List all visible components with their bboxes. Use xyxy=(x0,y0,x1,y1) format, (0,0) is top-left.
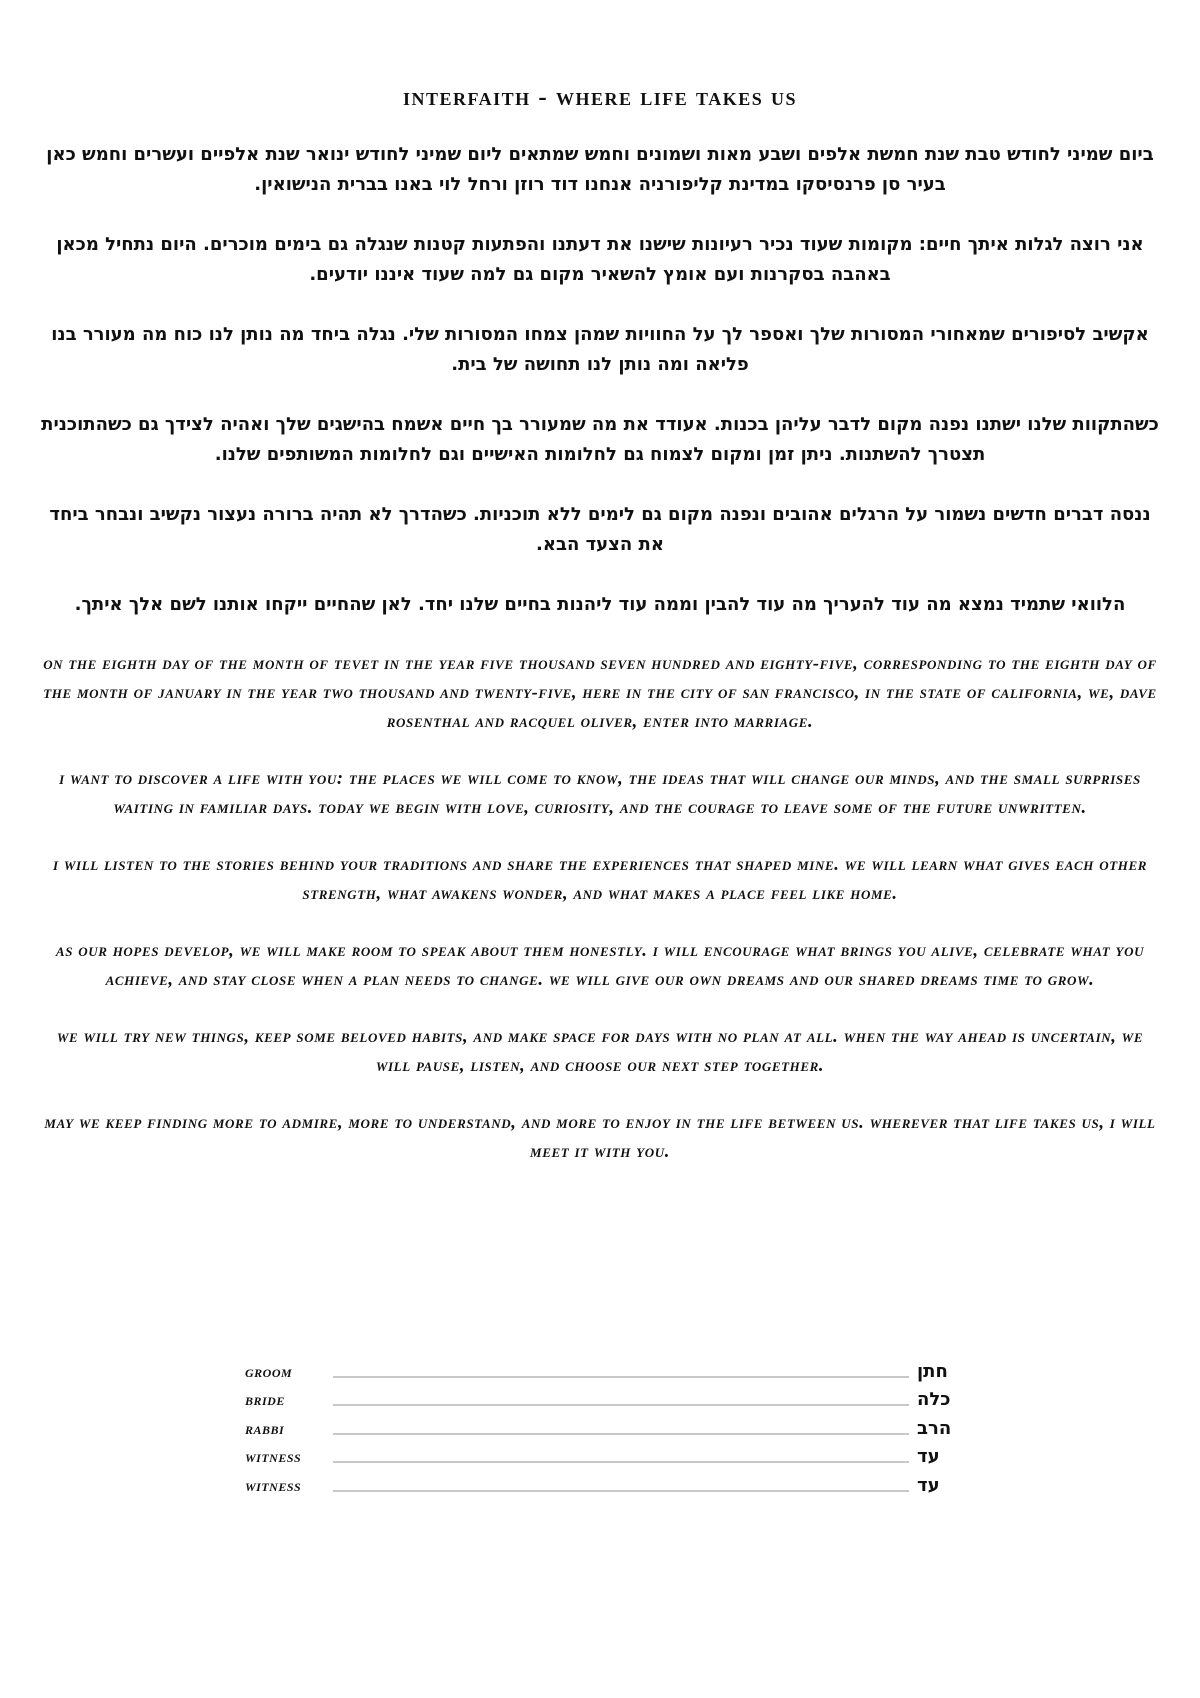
signature-label-en: rabbi xyxy=(245,1418,285,1438)
english-paragraph: as our hopes develop, we will make room to speak about them honestly. i will encourage what brings you alive, celebrate what you achieve, and stay close when a plan needs to change. we will give our own dreams and our shared dreams time to grow. xyxy=(55,941,1145,990)
hebrew-paragraph: כשהתקוות שלנו ישתנו נפנה מקום לדבר עליהן בכנות. אעודד את מה שמעורר בך חיים אשמח בהישגים שלך ואהיה לצידך גם כשהתוכנית תצטרך להשתנות. ניתן זמן ומקום לצמוח גם לחלומות האישיים וגם לחלומות המשותפים שלנו. xyxy=(41,414,1159,465)
signature-label-he: עד xyxy=(917,1446,940,1467)
hebrew-paragraph: אני רוצה לגלות איתך חיים: מקומות שעוד נכיר רעיונות שישנו את דעתנו והפתעות קטנות שנגלה גם בימים מוכרים. היום נתחיל מכאן באהבה בסקרנות ועם אומץ להשאיר מקום גם למה שעוד איננו יודעים. xyxy=(56,234,1144,285)
english-paragraph: i will listen to the stories behind your traditions and share the experiences that shaped mine. we will learn what gives each other strength, what awakens wonder, and what makes a place feel like home. xyxy=(53,855,1147,904)
hebrew-text-section xyxy=(38,140,1162,620)
signature-line[interactable] xyxy=(333,1489,909,1492)
english-text-section xyxy=(38,650,1162,1167)
signature-label-he: הרב xyxy=(917,1417,952,1439)
signature-line[interactable] xyxy=(333,1432,909,1435)
signature-label-he: חתן xyxy=(917,1360,948,1382)
english-paragraph: i want to discover a life with you: the places we will come to know, the ideas that will change our minds, and the small surprises waiting in familiar days. today we begin with love, curiosity, and the courage to leave some of the future unwritten. xyxy=(59,769,1141,818)
signature-block xyxy=(245,1355,961,1498)
document-title: interfaith - where life takes us xyxy=(403,84,797,111)
english-paragraph: may we keep finding more to admire, more to understand, and more to enjoy in the life between us. wherever that life takes us, i will meet it with you. xyxy=(44,1113,1156,1162)
english-paragraph: on the eighth day of the month of tevet in the year five thousand seven hundred and eighty-five, corresponding to the eighth day of the month of january in the year two thousand and twenty-five, here in the city of san francisco, in the state of california, we, dave rosenthal and racquel oliver, enter into marriage. xyxy=(43,654,1157,732)
hebrew-paragraph: הלוואי שתמיד נמצא מה עוד להעריך מה עוד להבין וממה עוד ליהנות בחיים שלנו יחד. לאן שהחיים ייקחו אותנו לשם אלך איתך. xyxy=(74,594,1126,615)
signature-row-bride xyxy=(245,1384,961,1413)
signature-line[interactable] xyxy=(333,1460,909,1463)
signature-label-en: bride xyxy=(245,1390,285,1409)
english-paragraph: we will try new things, keep some beloved habits, and make space for days with no plan at all. when the way ahead is uncertain, we will pause, listen, and choose our next step together. xyxy=(56,1027,1144,1076)
signature-label-en: witness xyxy=(245,1475,302,1495)
signature-label-en: groom xyxy=(245,1361,293,1381)
signature-label-en: witness xyxy=(245,1447,302,1466)
signature-line[interactable] xyxy=(333,1403,909,1406)
signature-row-groom xyxy=(245,1355,961,1384)
signature-label-he: כלה xyxy=(917,1389,951,1410)
signature-row-witness xyxy=(245,1441,961,1470)
hebrew-paragraph: ננסה דברים חדשים נשמור על הרגלים אהובים ונפנה מקום גם לימים ללא תוכניות. כשהדרך לא תהיה ברורה נעצור נקשיב ונבחר ביחד את הצעד הבא. xyxy=(49,504,1151,555)
signature-label-he: עד xyxy=(917,1474,940,1496)
ketubah-page xyxy=(38,0,1162,1195)
signature-line[interactable] xyxy=(333,1375,909,1378)
hebrew-paragraph: ביום שמיני לחודש טבת שנת חמשת אלפים ושבע מאות ושמונים וחמש שמתאים ליום שמיני לחודש ינואר שנת אלפיים ועשרים וחמש כאן בעיר סן פרנסיסקו במדינת קליפורניה אנחנו דוד רוזן ורחל לוי באנו בברית הנישואין. xyxy=(46,144,1154,195)
hebrew-paragraph: אקשיב לסיפורים שמאחורי המסורות שלך ואספר לך על החוויות שמהן צמחו המסורות שלי. נגלה ביחד מה נותן לנו כוח מה מעורר בנו פליאה ומה נותן לנו תחושה של בית. xyxy=(51,324,1149,375)
signature-row-rabbi xyxy=(245,1412,961,1441)
signature-row-witness xyxy=(245,1469,961,1498)
